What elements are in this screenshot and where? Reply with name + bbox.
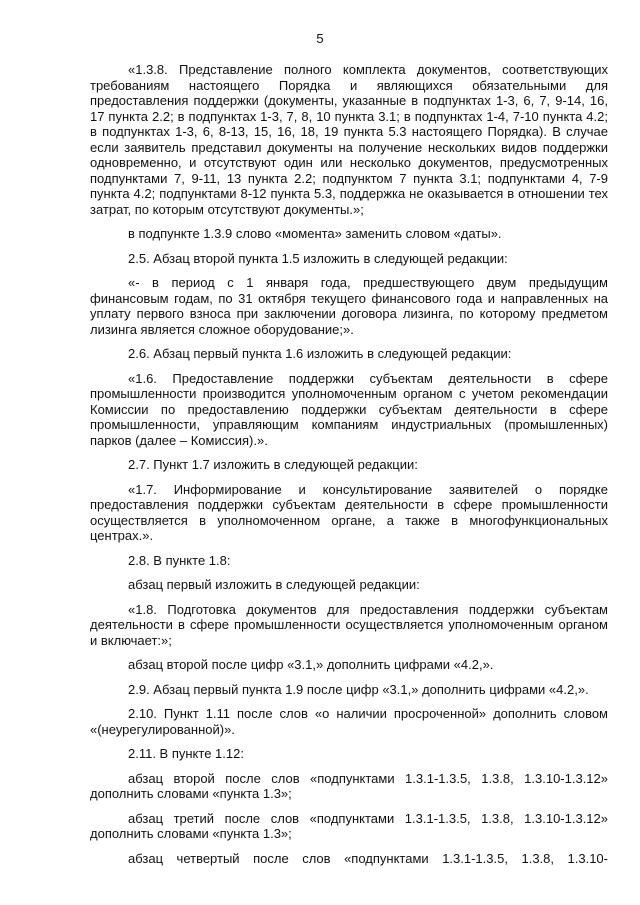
page-number: 5 — [316, 31, 324, 46]
paragraph-2-8-second: абзац второй после цифр «3.1,» дополнить цифрами «4.2,». — [128, 657, 494, 672]
paragraph-1-5-quote: «- в период с 1 января года, предшествующего двум предыдущим финансовым годам, по 31 октября текущего финансового года и направленных на уплату первого взноса при заключении договора лизинга, по которому предметом лизинга является сложное оборудование;». — [90, 275, 608, 337]
paragraph-2-11-fourth: абзац четвертый после слов «подпунктами 1.3.1-1.3.5, 1.3.8, 1.3.10- — [128, 850, 608, 866]
paragraph-2-5: 2.5. Абзац второй пункта 1.5 изложить в следующей редакции: — [128, 250, 508, 266]
paragraph-2-8: 2.8. В пункте 1.8: — [128, 552, 231, 568]
paragraph-1-7-quote: «1.7. Информирование и консультирование заявителей о порядке предоставления поддержки субъектам деятельности в сфере промышленности осуществляется в уполномоченном органе, а также в многофункциональных центрах.». — [90, 481, 608, 543]
paragraph-1-8-quote: «1.8. Подготовка документов для предоставления поддержки субъектам деятельности в сфере промышленности осуществляется уполномоченным органом и включает:»; — [90, 601, 608, 648]
paragraph-2-11: 2.11. В пункте 1.12: — [128, 746, 244, 761]
paragraph-2-10: 2.10. Пункт 1.11 после слов «о наличии просроченной» дополнить словом «(неурегулированной)». — [90, 706, 608, 737]
paragraph-2-6: 2.6. Абзац первый пункта 1.6 изложить в следующей редакции: — [128, 346, 512, 361]
paragraph-1-3-8-quote: «1.3.8. Представление полного комплекта документов, соответствующих требованиям настоящего Порядка и являющихся обязательными для предоставления поддержки (документы, указанные в подпунктах 1-3, 6, 7, 9-14, 16, 17 пункта 2.2; в подпунктах 1-3, 7, 8, 10 пункта 3.1; в подпунктах 1-4, 7-10 пункта 4.2; в подпунктах 1-3, 6, 8-13, 15, 16, 18, 19 пункта 5.3 настоящего Порядка). В случае если заявитель представил документы на получение нескольких видов поддержки одновременно, и отсутствуют один или несколько документов, предусмотренных подпунктами 7, 9-11, 13 пункта 2.2; подпунктом 7 пункта 3.1; подпунктами 4, 7-9 пункта 4.2; подпунктами 8-12 пункта 5.3, поддержка не оказывается в отношении тех затрат, по которым отсутствуют документы.»; — [90, 62, 608, 217]
paragraph-2-11-second: абзац второй после слов «подпунктами 1.3.1-1.3.5, 1.3.8, 1.3.10-1.3.12» дополнить словами «пункта 1.3»; — [90, 770, 608, 801]
paragraph-subitem-1-3-9: в подпункте 1.3.9 слово «момента» заменить словом «даты». — [128, 226, 502, 241]
paragraph-2-8-first: абзац первый изложить в следующей редакции: — [128, 577, 420, 592]
paragraph-2-9: 2.9. Абзац первый пункта 1.9 после цифр «3.1,» дополнить цифрами «4.2,». — [128, 681, 589, 697]
paragraph-1-6-quote: «1.6. Предоставление поддержки субъектам деятельности в сфере промышленности производится уполномоченным органом с учетом рекомендации Комиссии по предоставлению поддержки субъектам деятельности в сфере промышленности, управляющим компаниям индустриальных (промышленных) парков (далее – Комиссия).». — [90, 370, 608, 448]
document-body — [90, 62, 608, 866]
paragraph-2-11-third: абзац третий после слов «подпунктами 1.3.1-1.3.5, 1.3.8, 1.3.10-1.3.12» дополнить словами «пункта 1.3»; — [90, 810, 608, 841]
paragraph-2-7: 2.7. Пункт 1.7 изложить в следующей редакции: — [128, 457, 418, 472]
